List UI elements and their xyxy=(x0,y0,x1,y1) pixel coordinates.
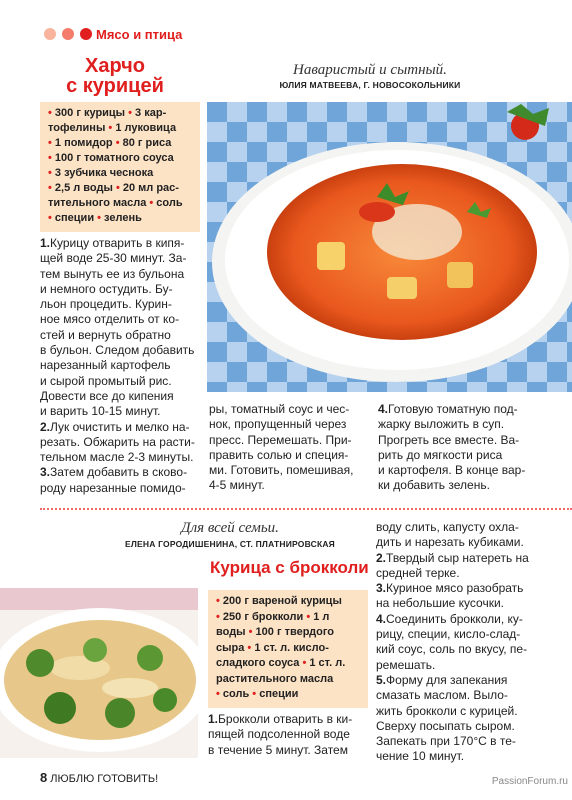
step-line xyxy=(376,704,544,719)
step-number: 1. xyxy=(40,236,51,250)
recipe2-ingredients xyxy=(208,590,368,708)
step-text: ремешать. xyxy=(376,657,436,672)
recipe1-title xyxy=(40,56,190,96)
recipe1-title-line1: Харчо xyxy=(84,55,145,77)
step-line xyxy=(40,312,205,327)
ingredient-line: • 3 зубчика чеснока xyxy=(48,167,154,179)
step-line xyxy=(40,435,205,450)
step-text: и картофеля. В конце вар- xyxy=(378,463,526,478)
recipe1-title-line2: с курицей xyxy=(66,75,164,97)
step-text: ры, томатный соус и чес- xyxy=(209,402,350,416)
step-line xyxy=(40,236,205,251)
step-line xyxy=(376,642,544,657)
dot-3 xyxy=(80,28,92,40)
ingredient-line: • специи • зелень xyxy=(48,212,142,224)
ingredient-line: • 200 г вареной курицы xyxy=(216,595,342,607)
step-text: кий соус, соль по вкусу, пе- xyxy=(376,642,528,657)
step-text: пресс. Перемешать. При- xyxy=(209,432,352,447)
step-number: 3. xyxy=(40,465,51,480)
step-text: Брокколи отварить в ки- xyxy=(218,712,353,726)
magazine-name: ЛЮБЛЮ ГОТОВИТЬ! xyxy=(50,773,159,785)
step-text: Запекать при 170°С в те- xyxy=(376,734,516,749)
step-line xyxy=(209,402,372,417)
recipe2-title: Курица с брокколи xyxy=(210,558,369,577)
broccoli-photo xyxy=(0,588,198,758)
step-line xyxy=(209,417,372,432)
step-text: править солью и специя- xyxy=(209,447,349,462)
step-number: 5. xyxy=(376,672,387,687)
step-line xyxy=(378,417,543,432)
ingredient-line: • 2,5 л воды • 20 мл рас- xyxy=(48,182,179,194)
step-line xyxy=(40,374,205,389)
recipe1-steps-col3 xyxy=(378,402,543,494)
step-line xyxy=(40,282,205,297)
recipe1-ingredients xyxy=(40,102,200,232)
step-text: резать. Обжарить на расти- xyxy=(40,434,195,449)
step-line xyxy=(376,673,544,688)
recipe1-author: ЮЛИЯ МАТВЕЕВА, Г. НОВОСОКОЛЬНИКИ xyxy=(279,80,461,90)
step-line xyxy=(40,267,205,282)
recipe-separator xyxy=(40,508,572,510)
step-text: тельном масле 2-3 минуты. xyxy=(40,450,194,465)
step-text: ное мясо отделить от ко- xyxy=(40,312,180,327)
step-line xyxy=(40,328,205,343)
step-line xyxy=(209,433,372,448)
step-line xyxy=(40,481,205,496)
recipe1-tagline: Наваристый и сытный. xyxy=(293,62,447,78)
step-line xyxy=(378,448,543,463)
step-text: рицу, специи, кисло-слад- xyxy=(376,627,521,642)
ingredient-line: • 250 г брокколи • 1 л xyxy=(216,610,330,623)
step-line xyxy=(208,712,373,727)
step-text: рить до мягкости риса xyxy=(378,447,503,462)
step-text: жарку выложить в суп. xyxy=(378,417,505,432)
step-text: в бульон. Следом добавить xyxy=(40,343,195,358)
ingredient-line: воды • 100 г твердого xyxy=(216,626,335,638)
step-text: Затем добавить в сково- xyxy=(50,465,188,480)
step-text: нок, пропущенный через xyxy=(209,417,347,432)
recipe2-tagline: Для всей семьи. xyxy=(181,520,279,536)
step-text: нарезанный картофель xyxy=(40,358,171,373)
step-line xyxy=(40,343,205,358)
step-text: на небольшие кусочки. xyxy=(376,596,505,611)
step-text: ки добавить зелень. xyxy=(378,478,490,493)
ingredient-line: растительного масла xyxy=(216,672,334,685)
ingredient-line: сыра • 1 ст. л. кисло- xyxy=(216,641,329,654)
step-number: 4. xyxy=(378,402,389,416)
ingredient-line: сладкого соуса • 1 ст. л. xyxy=(216,657,346,669)
step-line xyxy=(209,463,372,478)
step-line xyxy=(376,551,544,566)
broccoli-image xyxy=(0,588,198,758)
step-text: и немного остудить. Бу- xyxy=(40,281,173,296)
step-line xyxy=(208,743,373,758)
ingredient-line: • 300 г курицы • 3 кар- xyxy=(48,107,167,119)
step-text: Прогреть все вместе. Ва- xyxy=(378,432,520,447)
step-text: 4-5 минут. xyxy=(209,478,265,493)
step-line xyxy=(376,658,544,673)
step-text: тем вынуть ее из бульона xyxy=(40,266,185,281)
step-line xyxy=(40,465,205,480)
step-number: 1. xyxy=(208,712,219,726)
step-text: дить и нарезать кубиками. xyxy=(376,535,524,550)
step-line xyxy=(376,596,544,611)
step-text: роду нарезанные помидо- xyxy=(40,480,186,495)
step-line xyxy=(209,448,372,463)
recipe2-steps-col2 xyxy=(376,520,544,765)
step-line xyxy=(376,734,544,749)
step-text: Твердый сыр натереть на xyxy=(386,550,529,565)
step-text: в течение 5 минут. Затем xyxy=(208,742,348,757)
step-line xyxy=(40,404,205,419)
step-text: Форму для запекания xyxy=(386,672,508,687)
step-line xyxy=(40,358,205,373)
step-text: средней терке. xyxy=(376,565,460,580)
dot-1 xyxy=(44,28,56,40)
step-text: воду слить, капусту охла- xyxy=(376,520,519,534)
step-text: Довести все до кипения xyxy=(40,388,174,403)
step-line xyxy=(376,627,544,642)
step-line xyxy=(40,251,205,266)
step-text: ми. Готовить, помешивая, xyxy=(209,463,354,478)
ingredient-line: тофелины • 1 луковица xyxy=(48,122,177,134)
step-line xyxy=(40,389,205,404)
step-line xyxy=(376,535,544,550)
step-text: Сверху посыпать сыром. xyxy=(376,718,515,733)
step-text: жить брокколи с курицей. xyxy=(376,703,518,718)
step-line xyxy=(376,688,544,703)
ingredient-line: • соль • специи xyxy=(216,688,299,700)
step-line xyxy=(378,402,543,417)
step-text: Курицу отварить в кипя- xyxy=(50,236,185,250)
step-number: 2. xyxy=(40,419,51,434)
soup-image xyxy=(207,102,572,392)
recipe2-author: ЕЛЕНА ГОРОДИШЕНИНА, СТ. ПЛАТНИРОВСКАЯ xyxy=(124,539,335,549)
step-text: Соединить брокколи, ку- xyxy=(386,611,523,626)
step-text: пящей подсоленной воде xyxy=(208,727,350,742)
step-line xyxy=(378,463,543,478)
step-number: 4. xyxy=(376,611,387,626)
step-line xyxy=(378,478,543,493)
ingredient-line: тительного масла • соль xyxy=(48,197,183,209)
step-text: Готовую томатную под- xyxy=(388,402,518,416)
step-line xyxy=(376,581,544,596)
step-line xyxy=(209,478,372,493)
section-dots xyxy=(44,28,92,40)
dot-2 xyxy=(62,28,74,40)
recipe1-steps-col2 xyxy=(209,402,372,494)
step-line xyxy=(40,297,205,312)
step-line xyxy=(40,420,205,435)
section-title: Мясо и птица xyxy=(96,27,183,42)
page-footer xyxy=(40,770,158,785)
step-text: щей воде 25-30 минут. За- xyxy=(40,251,187,266)
soup-photo xyxy=(207,102,572,392)
step-text: и варить 10-15 минут. xyxy=(40,404,161,419)
step-text: Куриное мясо разобрать xyxy=(386,581,524,596)
step-text: смазать маслом. Выло- xyxy=(376,688,508,703)
step-line xyxy=(208,727,373,742)
ingredient-line: • 1 помидор • 80 г риса xyxy=(48,137,172,149)
step-line xyxy=(376,719,544,734)
recipe2-steps-col1 xyxy=(208,712,373,758)
watermark: PassionForum.ru xyxy=(491,776,568,787)
step-line xyxy=(40,450,205,465)
step-text: чение 10 минут. xyxy=(376,749,465,764)
step-line xyxy=(376,749,544,764)
step-line xyxy=(376,612,544,627)
page-number: 8 xyxy=(40,770,48,785)
step-number: 2. xyxy=(376,550,387,565)
step-text: стей и вернуть обратно xyxy=(40,327,171,342)
ingredient-line: • 100 г томатного соуса xyxy=(48,152,174,164)
step-line xyxy=(376,566,544,581)
step-text: Лук очистить и мелко на- xyxy=(50,419,190,434)
step-text: льон процедить. Курин- xyxy=(40,297,172,312)
step-line xyxy=(378,433,543,448)
step-text: и сырой промытый рис. xyxy=(40,373,172,388)
step-line xyxy=(376,520,544,535)
recipe1-steps-col1 xyxy=(40,236,205,496)
step-number: 3. xyxy=(376,581,387,596)
